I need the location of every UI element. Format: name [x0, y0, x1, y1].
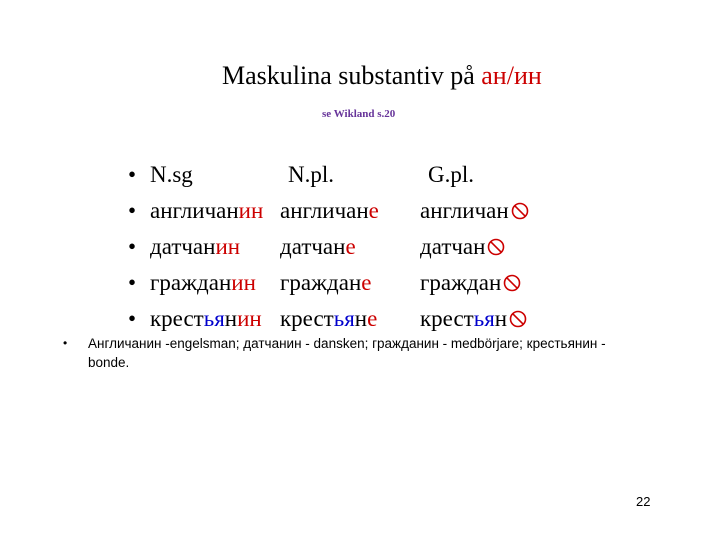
ending: ин — [238, 198, 264, 223]
null-sign-icon — [503, 274, 521, 292]
bullet: • — [128, 234, 137, 259]
nsg-cell — [150, 265, 256, 301]
bullet: • — [128, 270, 137, 295]
title-highlight: ан/ин — [481, 61, 542, 90]
null-sign-icon — [511, 202, 529, 220]
stem: датчан — [280, 234, 346, 259]
stem: англичан — [420, 198, 509, 223]
ending: е — [368, 198, 379, 223]
stem: англичан — [150, 198, 239, 223]
null-sign-icon — [487, 238, 505, 256]
ending: ин — [237, 306, 262, 331]
stem: крест — [150, 306, 204, 331]
note-bullet: • — [63, 336, 68, 350]
bullet: • — [128, 306, 137, 331]
bullet: • — [128, 198, 137, 223]
null-sign-icon — [509, 310, 527, 328]
bullet: • — [128, 162, 137, 187]
stem: н — [224, 306, 238, 331]
table-row — [0, 229, 720, 265]
subtitle-reference: se Wikland s.20 — [322, 108, 396, 120]
stem: н — [354, 306, 368, 331]
gpl-cell — [420, 301, 527, 337]
npl-cell — [280, 265, 371, 301]
npl-cell — [280, 301, 377, 337]
header-nsg: N.sg — [150, 162, 193, 187]
ending: е — [361, 270, 372, 295]
stem: англичан — [280, 198, 369, 223]
ending: е — [367, 306, 378, 331]
gpl-cell — [420, 229, 505, 265]
table-row — [0, 301, 720, 337]
stem: граждан — [420, 270, 502, 295]
slide-title — [222, 60, 622, 92]
npl-cell — [280, 229, 356, 265]
gpl-cell — [420, 265, 521, 301]
stem: крест — [280, 306, 334, 331]
page-number: 22 — [636, 494, 651, 509]
stem: граждан — [150, 270, 232, 295]
ending: ин — [215, 234, 241, 259]
stem-highlight: ья — [203, 306, 225, 331]
stem: н — [494, 306, 508, 331]
nsg-cell — [150, 193, 263, 229]
header-npl: N.pl. — [288, 162, 334, 187]
ending: ин — [231, 270, 256, 295]
header-row — [0, 157, 720, 193]
gpl-cell — [420, 193, 529, 229]
stem: крест — [420, 306, 474, 331]
nsg-cell — [150, 301, 262, 337]
stem: датчан — [150, 234, 216, 259]
table-row — [0, 193, 720, 229]
translation-note: Англичанин -engelsman; датчанин - dansken; гражданин - medbörjare; крестьянин - bonde. — [88, 336, 606, 370]
nsg-cell — [150, 229, 240, 265]
table-row — [0, 265, 720, 301]
header-gpl: G.pl. — [428, 162, 474, 187]
title-main: Maskulina substantiv på — [222, 61, 482, 90]
npl-cell — [280, 193, 379, 229]
ending: е — [345, 234, 356, 259]
stem: датчан — [420, 234, 486, 259]
stem-highlight: ья — [333, 306, 355, 331]
stem: граждан — [280, 270, 362, 295]
stem-highlight: ья — [473, 306, 495, 331]
